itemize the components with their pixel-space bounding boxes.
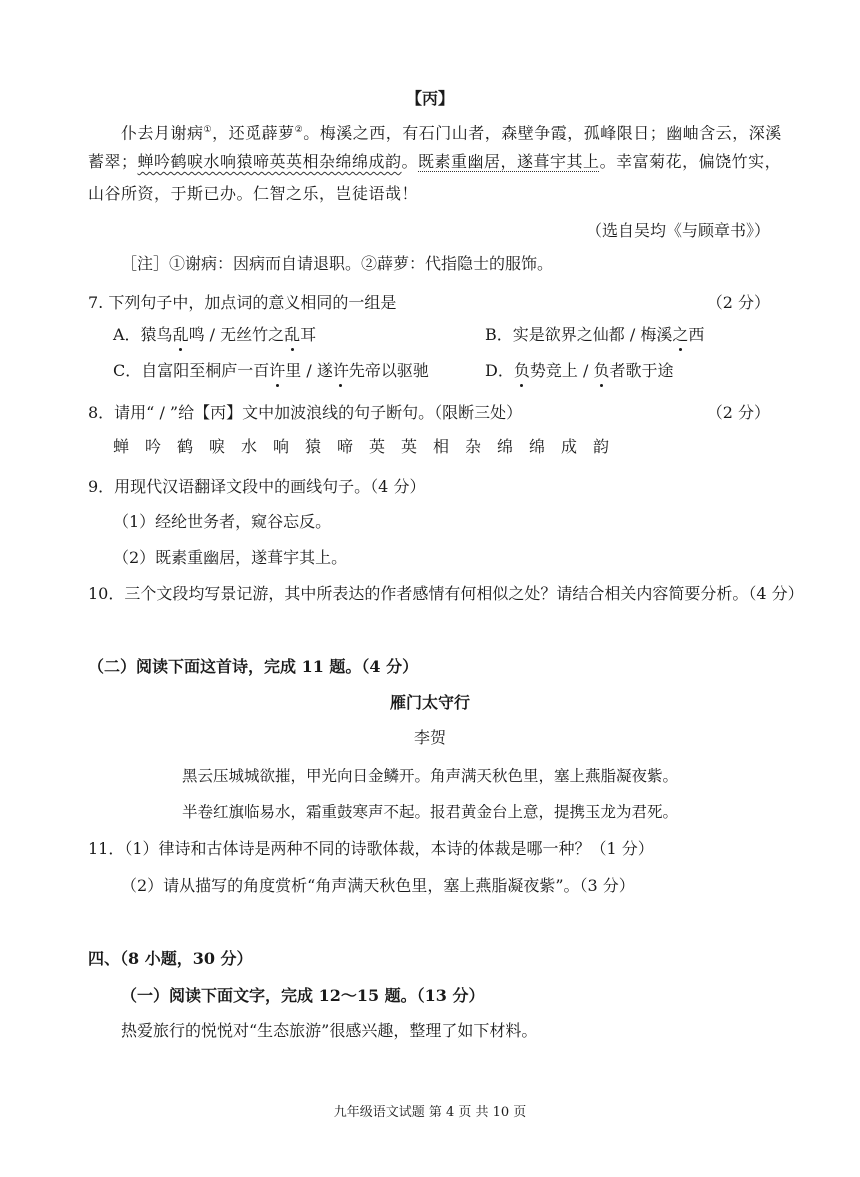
q9-stem: 9．用现代汉语翻译文段中的画线句子。（4 分）: [88, 477, 426, 496]
passage-text: 仆去月谢病: [121, 123, 204, 143]
poem-line-1: 黑云压城城欲摧，甲光向日金鳞开。角声满天秋色里，塞上燕脂凝夜紫。: [181, 767, 678, 785]
q8-char: 水: [241, 437, 258, 456]
q9-sentence-2: （2）既素重幽居，遂葺宇其上。: [113, 548, 348, 567]
passage-note: ［注］①谢病：因病而自请退职。②薜萝：代指隐士的服饰。: [121, 254, 554, 273]
dotted-word: 乱: [284, 325, 301, 344]
page-footer: 九年级语文试题 第 4 页 共 10 页: [333, 1105, 527, 1120]
q8-char: 杂: [465, 437, 482, 456]
q7-option-c: C．自富阳至桐庐一百许里 / 遂许先帝以驱驰: [113, 361, 429, 380]
q9-sentence-1: （1）经纶世务者，窥谷忘反。: [113, 512, 332, 531]
poem-title: 雁门太守行: [389, 693, 470, 712]
part2-heading: （二）阅读下面这首诗，完成 11 题。（4 分）: [88, 657, 419, 676]
passage-text: 。幸富菊花，偏饶竹实，: [599, 152, 782, 171]
poem-author: 李贺: [413, 728, 446, 747]
q8-char: 猿: [305, 437, 322, 456]
passage-text: 。梅溪之西，有石门山者，森壁争霞，孤峰限日；幽岫含云，深溪: [303, 123, 782, 143]
q7-option-d: D．负势竞上 / 负者歌于途: [485, 361, 674, 380]
passage-text: ，还觅薜萝: [212, 123, 295, 143]
passage-text: 蓄翠；: [88, 152, 138, 171]
q8-sentence-characters: [113, 436, 625, 458]
q7-stem: 7. 下列句子中，加点词的意义相同的一组是: [88, 293, 397, 312]
q11-sentence-1: 11．（1）律诗和古体诗是两种不同的诗歌体裁，本诗的体裁是哪一种？（1 分）: [88, 839, 654, 858]
passage-line-1: [121, 119, 782, 144]
q7-option-a: A．猿鸟乱鸣 / 无丝竹之乱耳: [113, 325, 317, 344]
dotted-word: 许: [332, 361, 349, 380]
dotted-word: 乱: [172, 325, 189, 344]
q8-char: 绵: [497, 437, 514, 456]
dotted-word: 许: [269, 361, 286, 380]
footnote-mark-2: ②: [294, 125, 304, 135]
passage-line-2: [88, 151, 781, 173]
q8-char: 啼: [337, 437, 354, 456]
part4-subheading: （一）阅读下面文字，完成 12～15 题。（13 分）: [121, 986, 485, 1005]
q8-char: 绵: [529, 437, 546, 456]
poem-line-2: 半卷红旗临易水，霜重鼓寒声不起。报君黄金台上意，提携玉龙为君死。: [181, 803, 678, 821]
q8-char: 英: [401, 437, 418, 456]
q8-stem: 8．请用“ / ”给【丙】文中加波浪线的句子断句。（限断三处）: [88, 403, 523, 422]
footnote-mark-1: ①: [203, 125, 213, 135]
q8-char: 响: [273, 437, 290, 456]
dotted-word: 负: [593, 361, 610, 380]
q11-sentence-2: （2）请从描写的角度赏析“角声满天秋色里，塞上燕脂凝夜紫”。（3 分）: [121, 876, 635, 895]
dotted-word: 之: [672, 325, 689, 344]
q8-score: （2 分）: [706, 403, 770, 422]
passage-line-3: 山谷所资，于斯已办。仁智之乐，岂徒语哉！: [88, 184, 419, 203]
q8-char: 鹤: [177, 437, 194, 456]
dotted-word: 负: [513, 361, 530, 380]
q8-char: 英: [369, 437, 386, 456]
q8-char: 吟: [145, 437, 162, 456]
passage-source: （选自吴均《与顾章书》）: [585, 221, 770, 240]
part4-intro: 热爱旅行的悦悦对“生态旅游”很感兴趣，整理了如下材料。: [121, 1021, 538, 1040]
underlined-sentence: 既素重幽居，遂葺宇其上: [418, 152, 600, 171]
wavy-underlined-sentence: 蝉吟鹤唳水响猿啼英英相杂绵绵成韵: [137, 152, 402, 171]
q7-score: （2 分）: [706, 293, 770, 312]
q7-option-b: B．实是欲界之仙都 / 梅溪之西: [485, 325, 705, 344]
part4-heading: 四、（8 小题，30 分）: [88, 949, 253, 968]
q8-char: 唳: [209, 437, 226, 456]
q10-stem: 10．三个文段均写景记游，其中所表达的作者感情有何相似之处？请结合相关内容简要分析。（4 分）: [88, 584, 804, 603]
q8-char: 成: [561, 437, 578, 456]
q8-char: 韵: [593, 437, 610, 456]
passage-text: 。: [401, 152, 419, 171]
q8-char: 蝉: [113, 437, 130, 456]
q8-char: 相: [433, 437, 450, 456]
section-title-bing: 【丙】: [405, 89, 454, 108]
